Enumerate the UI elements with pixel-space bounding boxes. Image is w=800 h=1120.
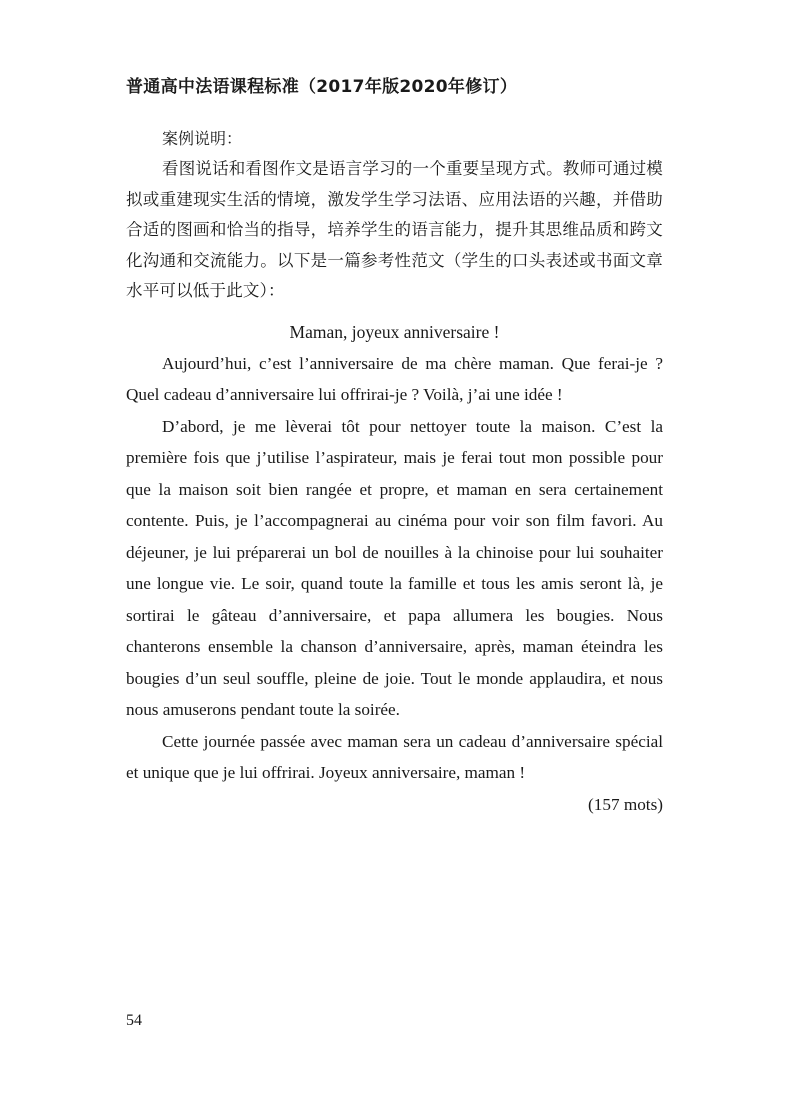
essay-paragraph-3: Cette journée passée avec maman sera un cadeau d’anniversaire spécial et unique que je lui offrirai. Joyeux anniversaire, maman ! (126, 731, 663, 782)
running-header: 普通高中法语课程标准（2017年版2020年修订） (126, 77, 518, 97)
essay-title: Maman, joyeux anniversaire ! (289, 321, 500, 342)
page-content (126, 120, 663, 820)
case-explanation-heading: 案例说明： (162, 129, 243, 148)
case-explanation-text: 看图说话和看图作文是语言学习的一个重要呈现方式。教师可通过模拟或重建现实生活的情境，激发学生学习法语、应用法语的兴趣，并借助合适的图画和恰当的指导，培养学生的语言能力，提升其思维品质和跨文化沟通和交流能力。以下是一篇参考性范文（学生的口头表述或书面文章水平可以低于此文）： (126, 159, 663, 300)
essay-paragraph-2: D’abord, je me lèverai tôt pour nettoyer toute la maison. C’est la première fois que j’utilise l’aspirateur, mais je ferai tout mon possible pour que la maison soit bien rangée et propre, et maman en sera certainement contente. Puis, je l’accompagnerai au cinéma pour voir son film favori. Au déjeuner, je lui préparerai un bol de nouilles à la chinoise pour lui souhaiter une longue vie. Le soir, quand toute la famille et tous les amis seront là, je sortirai le gâteau d’anniversaire, et papa allumera les bougies. Nous chanterons ensemble la chanson d’anniversaire, après, maman éteindra les bougies d’un seul souffle, pleine de joie. Tout le monde applaudira, et nous nous amuserons pendant toute la soirée. (126, 416, 663, 719)
essay-paragraph-1: Aujourd’hui, c’est l’anniversaire de ma chère maman. Que ferai-je ? Quel cadeau d’anniversaire lui offrirai-je ? Voilà, j’ai une idée ! (126, 353, 663, 404)
word-count: (157 mots) (588, 794, 663, 814)
page-number: 54 (126, 1012, 142, 1029)
